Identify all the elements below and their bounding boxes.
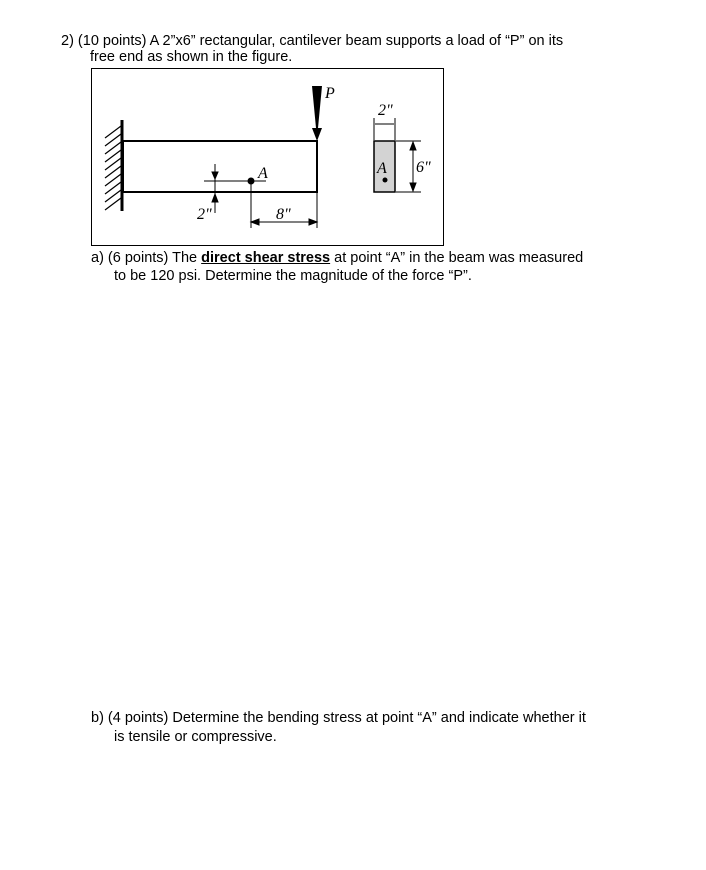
- question-line-1: 2) (10 points) A 2”x6” rectangular, cantilever beam supports a load of “P” on its: [61, 33, 564, 49]
- point-a-label: A: [258, 165, 268, 182]
- part-a-suffix: at point “A” in the beam was measured: [330, 250, 584, 266]
- height-dimension: 6": [416, 159, 431, 176]
- offset-dimension: 2": [197, 206, 212, 223]
- distance-dimension: 8": [276, 206, 291, 223]
- point-a-dot: [248, 178, 255, 185]
- load-label: P: [325, 85, 335, 102]
- part-a-prefix: a) (6 points) The: [91, 250, 202, 266]
- beam-figure: [91, 68, 444, 246]
- cross-section-point-label: A: [377, 160, 387, 177]
- part-a-line-1: [91, 250, 583, 267]
- part-a-emphasis: direct shear stress: [201, 250, 331, 266]
- part-b-line-2: is tensile or compressive.: [114, 729, 277, 745]
- width-dimension: 2": [378, 102, 393, 119]
- part-a-line-2: to be 120 psi. Determine the magnitude of the force “P”.: [114, 268, 472, 284]
- part-b-line-1: b) (4 points) Determine the bending stress at point “A” and indicate whether it: [91, 710, 586, 726]
- question-line-2: free end as shown in the figure.: [90, 49, 293, 65]
